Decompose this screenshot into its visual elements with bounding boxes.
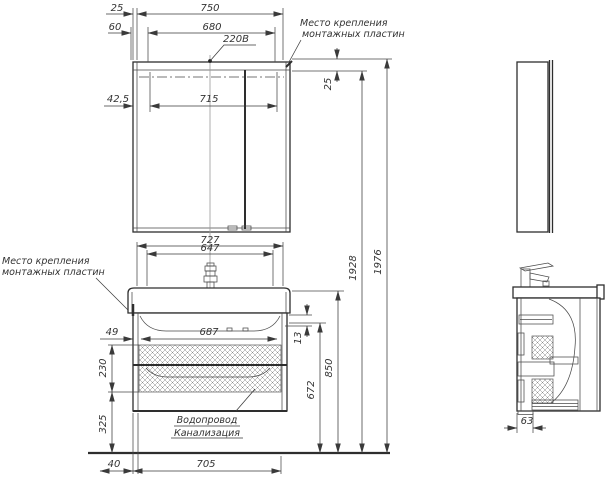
mirror-cabinet-front bbox=[133, 61, 292, 232]
mount-note-line2: монтажных пластин bbox=[2, 267, 105, 278]
dim-side-depth bbox=[504, 413, 546, 433]
mirror-cabinet-body bbox=[133, 62, 290, 232]
faucet-front bbox=[204, 263, 217, 288]
mount-note-line1: Место крепления bbox=[2, 256, 90, 267]
dim-value: 1976 bbox=[373, 249, 384, 275]
ext-lines bbox=[285, 315, 312, 326]
dim-drawer-offset bbox=[100, 327, 133, 339]
faucet-upper bbox=[205, 266, 216, 271]
leader-line bbox=[96, 278, 128, 310]
dim-door-offset bbox=[104, 94, 133, 106]
plumbing-zone-hatch bbox=[139, 345, 281, 392]
dim-value: 13 bbox=[293, 331, 304, 345]
mount-note-line2: монтажных пластин bbox=[302, 29, 405, 40]
faucet-body-side bbox=[521, 269, 530, 287]
side-hatch-a bbox=[532, 336, 553, 359]
dim-value: 750 bbox=[200, 3, 220, 14]
plumbing-line2: Канализация bbox=[173, 428, 241, 439]
washbasin-back-lip bbox=[597, 285, 604, 299]
dim-value: 680 bbox=[202, 22, 222, 33]
dim-value: 40 bbox=[107, 459, 121, 470]
vanity-side bbox=[513, 263, 604, 415]
washbasin-side bbox=[513, 287, 603, 298]
dim-value: 230 bbox=[98, 358, 109, 378]
note-power bbox=[208, 34, 256, 63]
dim-value: 1928 bbox=[348, 255, 359, 281]
dim-value: 25 bbox=[110, 3, 124, 14]
faucet-knob bbox=[207, 263, 214, 266]
mirror-cabinet-side bbox=[517, 60, 553, 233]
dim-value: 60 bbox=[108, 22, 122, 33]
dim-value: 850 bbox=[324, 358, 335, 378]
ext-lines bbox=[292, 59, 392, 71]
dim-mirror-top-height bbox=[348, 71, 362, 453]
dim-bottom-clearance bbox=[98, 392, 112, 453]
dim-value: 63 bbox=[520, 416, 534, 427]
ext-lines bbox=[133, 413, 138, 474]
mirror-glass-lines bbox=[550, 60, 553, 233]
note-mount-left bbox=[2, 256, 128, 310]
dim-value: 672 bbox=[306, 380, 317, 400]
faucet-mid bbox=[206, 271, 215, 276]
dim-value: 705 bbox=[196, 459, 216, 470]
mirror-side-body bbox=[517, 62, 548, 232]
dim-value: 727 bbox=[200, 235, 220, 246]
dim-top-gap-right bbox=[292, 48, 392, 90]
dim-plate-offset bbox=[108, 22, 131, 60]
note-mount-top bbox=[289, 18, 405, 62]
dim-value: 42,5 bbox=[106, 94, 130, 105]
dim-value: 25 bbox=[323, 77, 334, 91]
ext-lines bbox=[137, 8, 283, 60]
faucet-lower bbox=[204, 276, 217, 282]
washbasin-top bbox=[128, 288, 290, 313]
dim-cabinet-width bbox=[133, 456, 281, 474]
dim-plate-span bbox=[148, 22, 275, 62]
dim-value: 647 bbox=[200, 243, 220, 254]
leader-line bbox=[210, 45, 256, 61]
plumbing-line1: Водопровод bbox=[176, 415, 238, 426]
dim-value: 49 bbox=[105, 327, 119, 338]
power-label: 220В bbox=[223, 34, 249, 45]
dim-value: 687 bbox=[199, 327, 219, 338]
faucet-stem bbox=[207, 282, 214, 288]
dim-value: 325 bbox=[98, 414, 109, 434]
mount-note-line1: Место крепления bbox=[300, 18, 388, 29]
faucet-side bbox=[520, 263, 553, 287]
dim-total-height bbox=[373, 59, 387, 453]
side-hatch-b bbox=[532, 379, 553, 403]
dim-value: 715 bbox=[199, 94, 219, 105]
faucet-lever bbox=[520, 263, 553, 271]
